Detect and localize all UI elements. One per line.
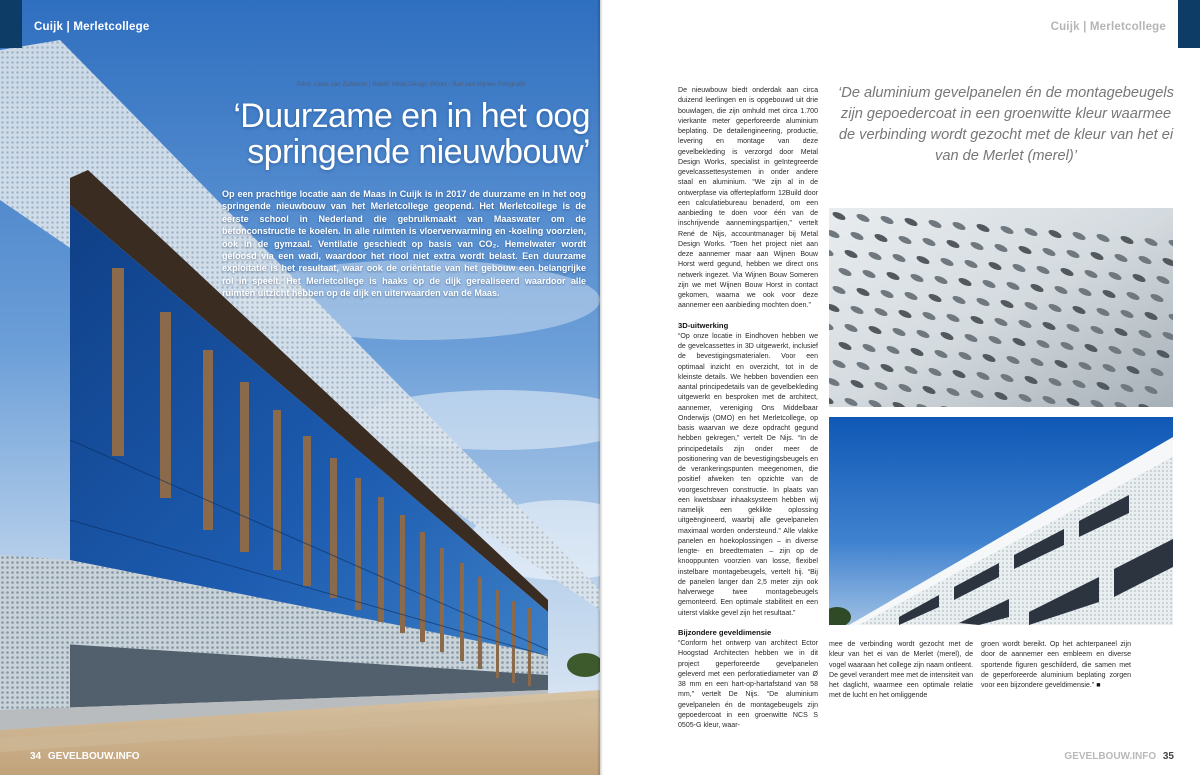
body-geveldimensie-paragraph: “Conform het ontwerp van architect Ector Hoogstad Architecten hebben we in dit project geperforeerde gevelpanelen geleverd met een perforatiediameter van Ø 38 mm en een hart-op-hartafstand van 58 mm,” vertelt De Nijs. “De aluminium gevelpanelen én de montagebeugels zijn gepoedercoat in een groenwitte NCS S 0505-G kleur, waar- bbox=[678, 640, 818, 729]
corner-tab-right bbox=[1178, 0, 1200, 48]
corner-tab-left bbox=[0, 0, 22, 48]
subheading-3d: 3D-uitwerking bbox=[678, 320, 729, 330]
footer-brand-left: GEVELBOUW.INFO bbox=[47, 751, 140, 762]
body-3d-paragraph: “Op onze locatie in Eindhoven hebben we de gevelcassettes in 3D uitgewerkt, inclusief de bevestigingsmaterialen. Voor een optimaal inzicht en overzicht, tot in de kleinste details. We hebben bovendien een aantal principedetails van de gevelbekleding uitgewerkt en besproken met de architect, aannemer, vereniging Ons Middelbaar Onderwijs (OMO) en het Merletcollege, op basis waarvan we deze opdracht gegund hebben gekregen,” vertelt De Nijs. “In de principedetails zijn onder meer de positionering van de bevestigingsbeugels en de verankeringspunten meegenomen, die positief afweken ten opzichte van de voorgeschreven constructie. In plaats van een kwetsbaar inhaaksysteem hebben wij namelijk een geklikte oplossing uitgeëngineerd, waarbij alle gevelpanelen maximaal worden ondersteund.” Alle vlakke panelen en hoekoplossingen – in diverse lengte- en breedtematen – zijn op de knooppunten voorzien van losse, flexibel instelbare montagebeugels, vertelt hij. “Bij de panelen langer dan 2,5 meter zijn ook halverwege twee montagebeugels gemonteerd. Een optimale stabiliteit en een uiterst vlakke gevel zijn het resultaat.” bbox=[678, 332, 818, 617]
body-col3-text bbox=[981, 640, 1131, 691]
body-intro: De nieuwbouw biedt onderdak aan circa duizend leerlingen en is opgebouwd uit drie bouwlagen, die zijn omhuld met circa 1.700 vierkante meter geperforeerde aluminium beplating. De detailengineering, productie, levering en montage van deze gevelbekleding is verzorgd door Metal Design Works, specialist in geïntegreerde gevelcassettesystemen in onder andere staal en aluminium. “We zijn al in de ontwerpfase via offerteplatform 12Build door een calculatiebureau benaderd, om een aanbieding te doen voor één van de inschrijvende aannemingspartijen,” vertelt René de Nijs, accountmanager bij Metal Design Works. “Toen het project niet aan deze aannemer maar aan Wijnen Bouw Horst werd gegund, hebben we direct ons netwerk ingezet. Via Wijnen Bouw Someren zijn we met Wijnen Bouw Horst in contact gekomen, waarna we ook voor deze aannemer een aanbieding mochten doen.” bbox=[678, 87, 818, 310]
body-col2-text: mee de verbinding wordt gezocht met de kleur van het ei van de Merlet (merel), de vogel waaraan het college zijn naam ontleent. De gevel verandert mee met de intensiteit van het daglicht, waarmee een optimale relatie met de lucht en het omliggende bbox=[829, 641, 973, 700]
footer-right bbox=[1064, 751, 1178, 762]
subheading-geveldimensie: Bijzondere geveldimensie bbox=[678, 627, 772, 637]
article-column-2 bbox=[829, 640, 973, 702]
section-label-left: Cuijk | Merletcollege bbox=[34, 21, 150, 33]
photo-credits: Tekst: Lieke van Zuilekom | Beeld: Metal Design Works / Bart van Wijnen Fotografie bbox=[296, 81, 526, 88]
lead-paragraph: Op een prachtige locatie aan de Maas in Cuijk is in 2017 de duurzame en in het oog springende nieuwbouw van het Merletcollege geopend. Het Merletcollege is de eerste school in Nederland die gebruikmaakt van Maaswater om de betonconstructie te koelen. In alle ruimten is vloerverwarming en -koeling voorzien, ook in de gymzaal. Ventilatie geschiedt op basis van CO₂. Hemelwater wordt geloosd via een wadi, waardoor het riool niet extra wordt belast. Een duurzame exploitatie is het resultaat, waar ook de oriëntatie van het gebouw een belangrijke rol in speelt. Het Merletcollege is haaks op de dijk gerealiseerd waardoor alle ruimten uitzicht hebben op de dijk en uiterwaarden van de Maas. bbox=[222, 189, 586, 299]
end-mark-icon: ■ bbox=[1096, 682, 1101, 689]
article-column-3 bbox=[981, 640, 1131, 691]
right-page bbox=[600, 0, 1200, 775]
pull-quote: ‘De aluminium gevelpanelen én de montagebeugels zijn gepoedercoat in een groenwitte kleur waarmee de verbinding wordt gezocht met de kleur van het ei van de Merlet (merel)’ bbox=[838, 85, 1174, 164]
article-headline bbox=[150, 98, 590, 170]
footer-left bbox=[26, 751, 140, 762]
page-number-right: 35 bbox=[1162, 751, 1174, 762]
building-corner-photo bbox=[829, 417, 1173, 625]
page-gutter bbox=[597, 0, 603, 775]
perforated-panel-photo bbox=[829, 208, 1173, 407]
body-col3-paragraph: groen wordt bereikt. Op het achterpaneel zijn door de aannemer een embleem en diverse sportende figuren geschilderd, die samen met de geperforeerde aluminium beplating zorgen voor een bijzondere geveldimensie.” bbox=[981, 641, 1131, 689]
headline-line-1: ‘Duurzame en in het oog bbox=[233, 97, 590, 135]
article-column bbox=[678, 86, 818, 731]
headline-line-2: springende nieuwbouw’ bbox=[247, 133, 590, 171]
section-label-right: Cuijk | Merletcollege bbox=[1050, 21, 1166, 33]
page-number-left: 34 bbox=[30, 751, 42, 762]
footer-brand-right: GEVELBOUW.INFO bbox=[1064, 751, 1157, 762]
